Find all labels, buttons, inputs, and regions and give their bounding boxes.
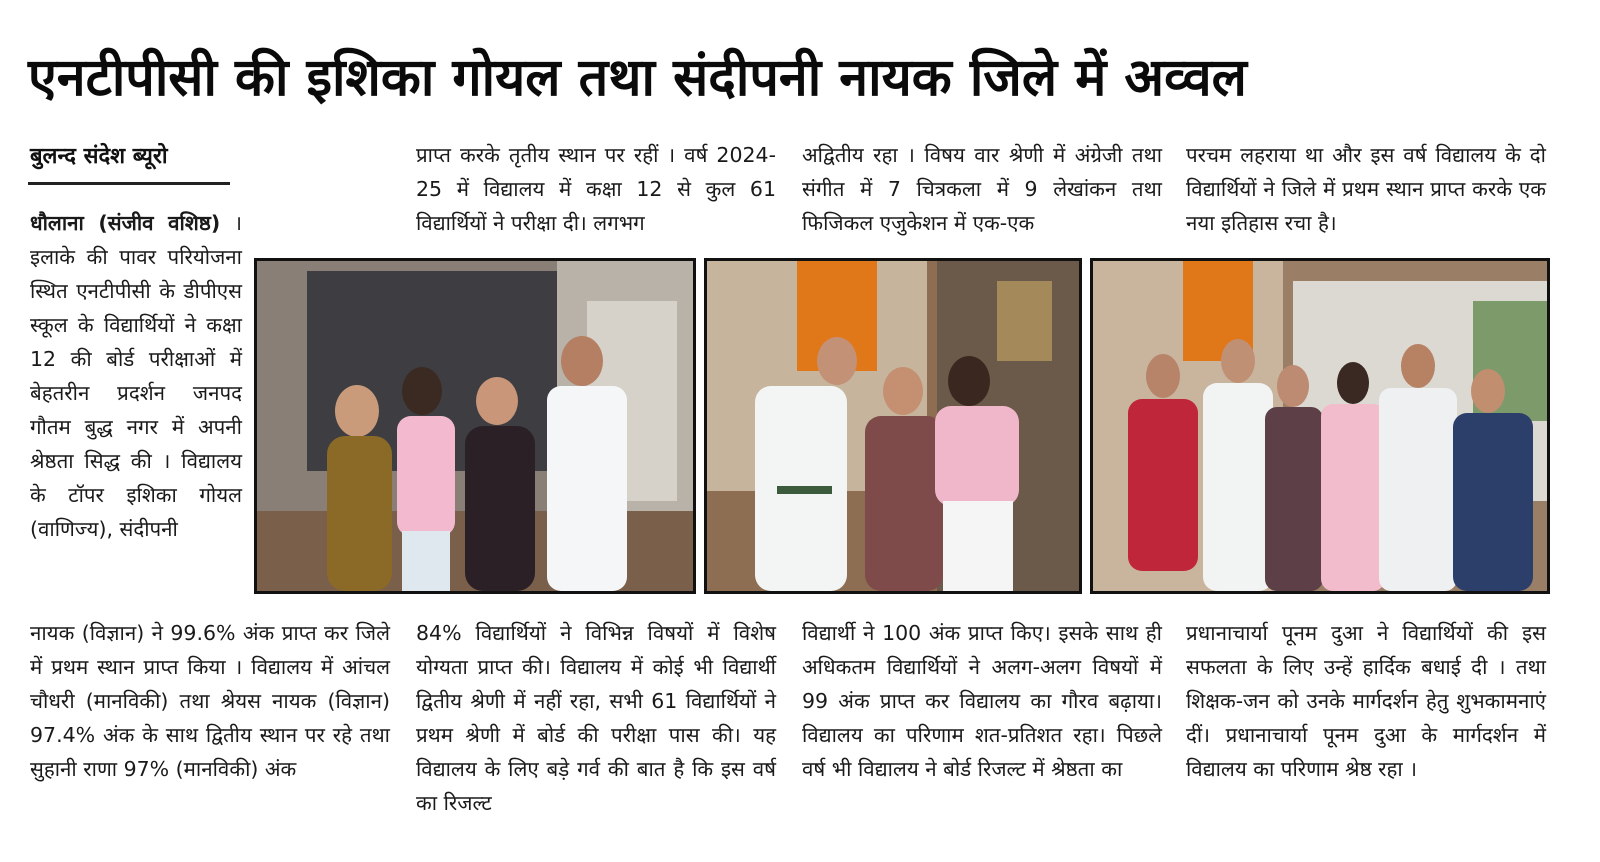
photo-group-3-image	[1093, 261, 1547, 591]
photo-group-3	[1090, 258, 1550, 594]
dateline: धौलाना (संजीव वशिष्ठ)	[30, 211, 221, 235]
column-2-top-text: प्राप्त करके तृतीय स्थान पर रहीं । वर्ष 2024-25 में विद्यालय में कक्षा 12 से कुल 61 विद्यार्थियों ने परीक्षा दी। लगभग	[416, 143, 776, 235]
column-3-top-text: अद्वितीय रहा । विषय वार श्रेणी में अंग्रेजी तथा संगीत में 7 चित्रकला में 9 लेखांकन तथा फिजिकल एजुकेशन में एक-एक	[802, 143, 1162, 235]
column-3-top	[802, 138, 1162, 248]
photo-group-2-image	[707, 261, 1079, 591]
column-4-top	[1186, 138, 1546, 248]
column-4-bottom-text: प्रधानाचार्या पूनम दुआ ने विद्यार्थियों की इस सफलता के लिए उन्हें हार्दिक बधाई दी । तथा शिक्षक-जन को उनके मार्गदर्शन हेतु शुभकामनाएं दीं। प्रधानाचार्या पूनम दुआ के मार्गदर्शन में विद्यालय का परिणाम श्रेष्ठ रहा ।	[1186, 621, 1546, 781]
column-4-bottom	[1186, 616, 1546, 826]
column-1-bottom	[30, 616, 390, 826]
column-2-bottom-text: 84% विद्यार्थियों ने विभिन्न विषयों में विशेष योग्यता प्राप्त की। विद्यालय में कोई भी विद्यार्थी द्वितीय श्रेणी में नहीं रहा, सभी 61 विद्यार्थियों ने प्रथम श्रेणी में बोर्ड की परीक्षा पास की। यह विद्यालय के लिए बड़े गर्व की बात है कि इस वर्ष का रिजल्ट	[416, 621, 776, 815]
column-3-bottom-text: विद्यार्थी ने 100 अंक प्राप्त किए। इसके साथ ही अधिकतम विद्यार्थियों ने अलग-अलग विषयों में 99 अंक प्राप्त कर विद्यालय का गौरव बढ़ाया। विद्यालय का परिणाम शत-प्रतिशत रहा। पिछले वर्ष भी विद्यालय ने बोर्ड रिजल्ट में श्रेष्ठता का	[802, 621, 1162, 781]
column-1-top	[30, 206, 242, 610]
headline: एनटीपीसी की इशिका गोयल तथा संदीपनी नायक जिले में अव्वल	[28, 48, 1247, 108]
byline: बुलन्द संदेश ब्यूरो	[30, 144, 168, 169]
photo-group-1-image	[257, 261, 693, 591]
column-4-top-text: परचम लहराया था और इस वर्ष विद्यालय के दो विद्यार्थियों ने जिले में प्रथम स्थान प्राप्त करके एक नया इतिहास रचा है।	[1186, 143, 1546, 235]
column-1-top-paragraph	[30, 206, 242, 546]
byline-rule	[28, 182, 230, 185]
column-1-bottom-text: नायक (विज्ञान) ने 99.6% अंक प्राप्त कर जिले में प्रथम स्थान प्राप्त किया । विद्यालय में आंचल चौधरी (मानविकी) तथा श्रेयस नायक (विज्ञान) 97.4% अंक के साथ द्वितीय स्थान पर रहे तथा सुहानी राणा 97% (मानविकी) अंक	[30, 621, 390, 781]
column-2-top	[416, 138, 776, 248]
photo-group-2	[704, 258, 1082, 594]
column-2-bottom	[416, 616, 776, 826]
column-1-top-text: । इलाके की पावर परियोजना स्थित एनटीपीसी के डीपीएस स्कूल के विद्यार्थियों ने कक्षा 12 की बोर्ड परीक्षाओं में बेहतरीन प्रदर्शन जनपद गौतम बुद्ध नगर में अपनी श्रेष्ठता सिद्ध की । विद्यालय के टॉपर इशिका गोयल (वाणिज्य), संदीपनी	[30, 211, 242, 541]
photo-group-1	[254, 258, 696, 594]
column-3-bottom	[802, 616, 1162, 826]
